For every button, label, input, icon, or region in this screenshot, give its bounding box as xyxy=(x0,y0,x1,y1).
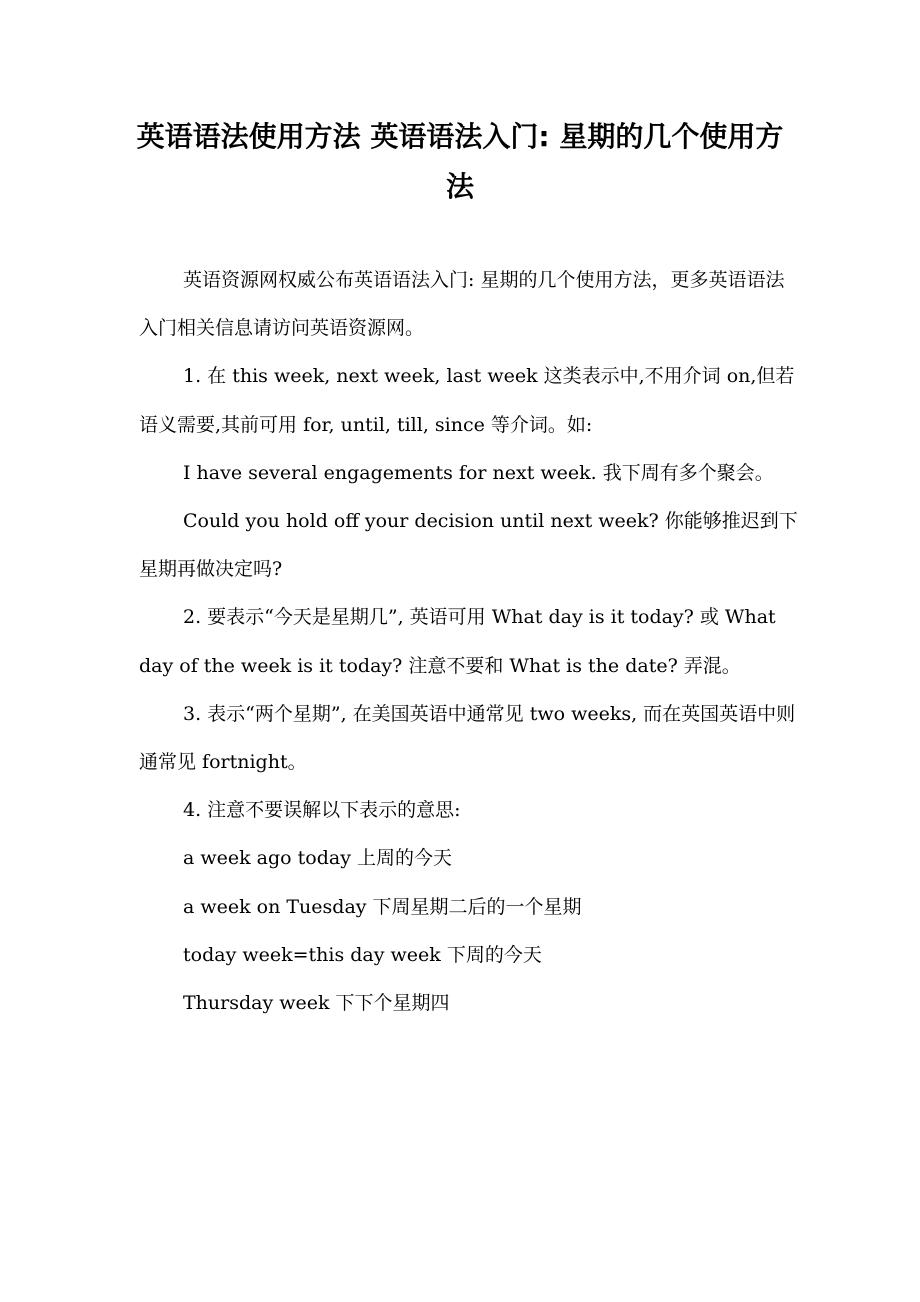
document-body xyxy=(139,256,799,1027)
paragraph-phrase-4: Thursday week 下下个星期四 xyxy=(183,992,450,1015)
paragraph-point-2: 2. 要表示“今天是星期几”, 英语可用 What day is it today? 或 What day of the week is it today? 注意不要和 What is the date? 弄混。 xyxy=(139,606,776,677)
paragraph-intro: 英语资源网权威公布英语语法入门: 星期的几个使用方法，更多英语语法入门相关信息请访问英语资源网。 xyxy=(139,269,785,340)
paragraph-example-1: I have several engagements for next week. 我下周有多个聚会。 xyxy=(183,461,774,484)
paragraph-phrase-2: a week on Tuesday 下周星期二后的一个星期 xyxy=(183,895,582,918)
paragraph-example-2: Could you hold off your decision until next week? 你能够推迟到下星期再做决定吗? xyxy=(139,510,798,581)
document-title: 英语语法使用方法 英语语法入门: 星期的几个使用方法 xyxy=(136,120,784,203)
paragraph-phrase-3: today week=this day week 下周的今天 xyxy=(183,943,542,966)
paragraph-point-3: 3. 表示“两个星期”, 在美国英语中通常见 two weeks, 而在英国英语中则通常见 fortnight。 xyxy=(139,702,796,774)
paragraph-phrase-1: a week ago today 上周的今天 xyxy=(183,847,452,870)
paragraph-point-4: 4. 注意不要误解以下表示的意思: xyxy=(183,799,461,822)
paragraph-point-1: 1. 在 this week, next week, last week 这类表示中,不用介词 on,但若语义需要,其前可用 for, until, till, since 等介词。如: xyxy=(139,365,795,436)
